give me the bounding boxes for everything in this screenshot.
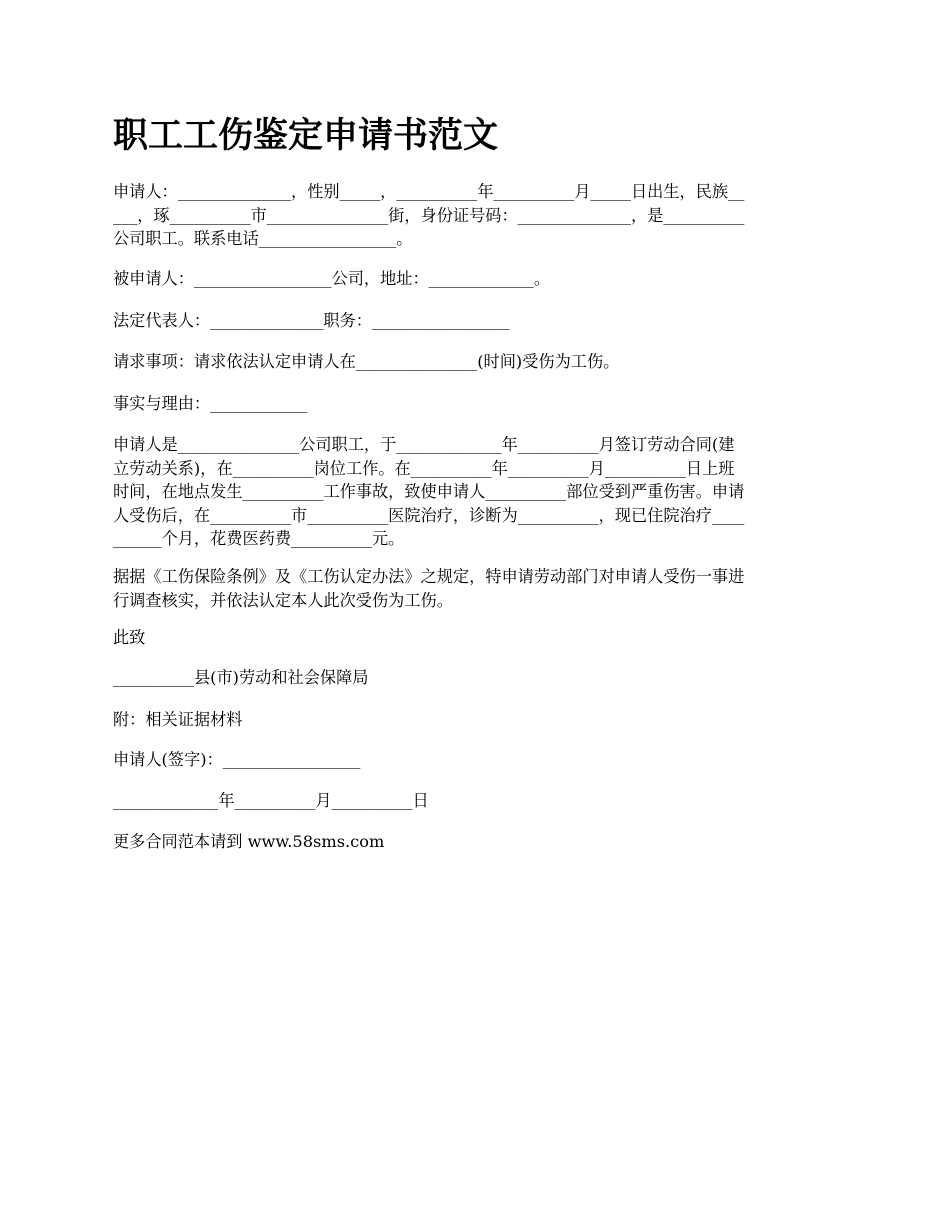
facts-heading: 事实与理由：____________ — [113, 394, 308, 413]
facts-line-2: 立劳动关系)，在__________岗位工作。在__________年__________月__________日上班 — [113, 458, 735, 478]
basis-line-2: 行调查核实，并依法认定本人此次受伤为工伤。 — [113, 590, 453, 610]
respondent-paragraph: 被申请人：_________________公司，地址：_____________。 — [113, 269, 551, 288]
basis-paragraph — [113, 565, 840, 612]
facts-line-4: 人受伤后，在__________市__________医院治疗，诊断为__________，现已住院治疗____ — [113, 505, 745, 525]
facts-line-5: ______个月，花费医药费__________元。 — [113, 529, 405, 548]
applicant-line-3: 公司职工。联系电话_________________。 — [113, 229, 413, 248]
signature-line: 申请人(签字)：_________________ — [113, 750, 361, 769]
recipient-line: __________县(市)劳动和社会保障局 — [113, 668, 369, 687]
applicant-line-1: 申请人：______________，性别_____，__________年__________月_____日出生，民族__ — [113, 182, 745, 201]
legal-representative-paragraph: 法定代表人：______________职务：_________________ — [113, 311, 510, 330]
facts-paragraph — [113, 433, 840, 551]
facts-line-1: 申请人是_______________公司职工，于_____________年__________月签订劳动合同(建 — [113, 435, 735, 454]
salutation: 此致 — [113, 628, 146, 647]
basis-line-1: 据据《工伤保险条例》及《工伤认定办法》之规定，特申请劳动部门对申请人受伤一事进 — [113, 567, 745, 586]
document-title: 职工工伤鉴定申请书范文 — [113, 115, 499, 156]
date-line: _____________年__________月__________日 — [113, 791, 429, 810]
footer-link-text: 更多合同范本请到 www.58sms.com — [113, 832, 385, 851]
applicant-paragraph — [113, 180, 840, 251]
request-paragraph: 请求事项：请求依法认定申请人在_______________(时间)受伤为工伤。 — [113, 352, 620, 371]
facts-line-3: 时间，在地点发生__________工作事故，致使申请人__________部位受到严重伤害。申请 — [113, 482, 745, 501]
applicant-line-2: ___，琢__________市_______________街，身份证号码：______________，是__________ — [113, 205, 745, 225]
attachment-line: 附：相关证据材料 — [113, 710, 243, 729]
